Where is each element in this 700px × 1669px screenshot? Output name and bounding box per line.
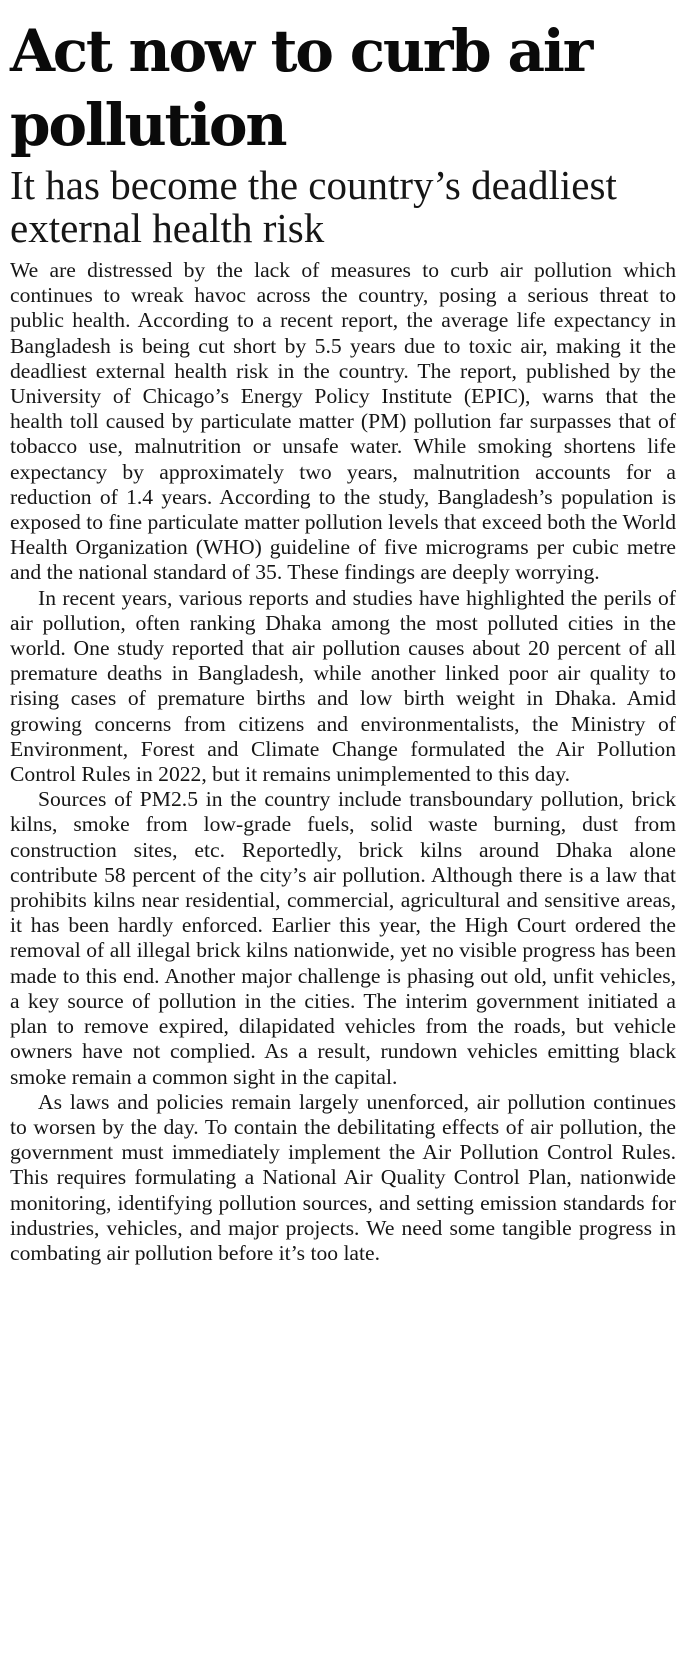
subheadline: It has become the country’s deadliest external health risk: [10, 162, 617, 251]
paragraph: In recent years, various reports and studies have highlighted the perils of air pollution, often ranking Dhaka among the most polluted cities in the world. One study reported that air pollution causes about 20 percent of all premature deaths in Bangladesh, while another linked poor air quality to rising cases of premature births and low birth weight in Dhaka. Amid growing concerns from citizens and environmentalists, the Ministry of Environment, Forest and Climate Change formulated the Air Pollution Control Rules in 2022, but it remains unimplemented to this day.: [10, 585, 676, 787]
article-body: [10, 258, 676, 1266]
editorial-article: [10, 14, 676, 1266]
headline: Act now to curb air pollution: [10, 17, 592, 159]
paragraph: As laws and policies remain largely unenforced, air pollution continues to worsen by the day. To contain the debilitating effects of air pollution, the government must immediately implement the Air Pollution Control Rules. This requires formulating a National Air Quality Control Plan, nationwide monitoring, identifying pollution sources, and setting emission standards for industries, vehicles, and major projects. We need some tangible progress in combating air pollution before it’s too late.: [10, 1089, 676, 1265]
paragraph: Sources of PM2.5 in the country include transboundary pollution, brick kilns, smoke from low-grade fuels, solid waste burning, dust from construction sites, etc. Reportedly, brick kilns around Dhaka alone contribute 58 percent of the city’s air pollution. Although there is a law that prohibits kilns near residential, commercial, agricultural and sensitive areas, it has been hardly enforced. Earlier this year, the High Court ordered the removal of all illegal brick kilns nationwide, yet no visible progress has been made to this end. Another major challenge is phasing out old, unfit vehicles, a key source of pollution in the cities. The interim government initiated a plan to remove expired, dilapidated vehicles from the roads, but vehicle owners have not complied. As a result, rundown vehicles emitting black smoke remain a common sight in the capital.: [10, 787, 676, 1089]
paragraph: We are distressed by the lack of measures to curb air pollution which continues to wreak havoc across the country, posing a serious threat to public health. According to a recent report, the average life expectancy in Bangladesh is being cut short by 5.5 years due to toxic air, making it the deadliest external health risk in the country. The report, published by the University of Chicago’s Energy Policy Institute (EPIC), warns that the health toll caused by particulate matter (PM) pollution far surpasses that of tobacco use, malnutrition or unsafe water. While smoking shortens life expectancy by approximately two years, malnutrition accounts for a reduction of 1.4 years. According to the study, Bangladesh’s population is exposed to fine particulate matter pollution levels that exceed both the World Health Organization (WHO) guideline of five micrograms per cubic metre and the national standard of 35. These findings are deeply worrying.: [10, 258, 676, 585]
